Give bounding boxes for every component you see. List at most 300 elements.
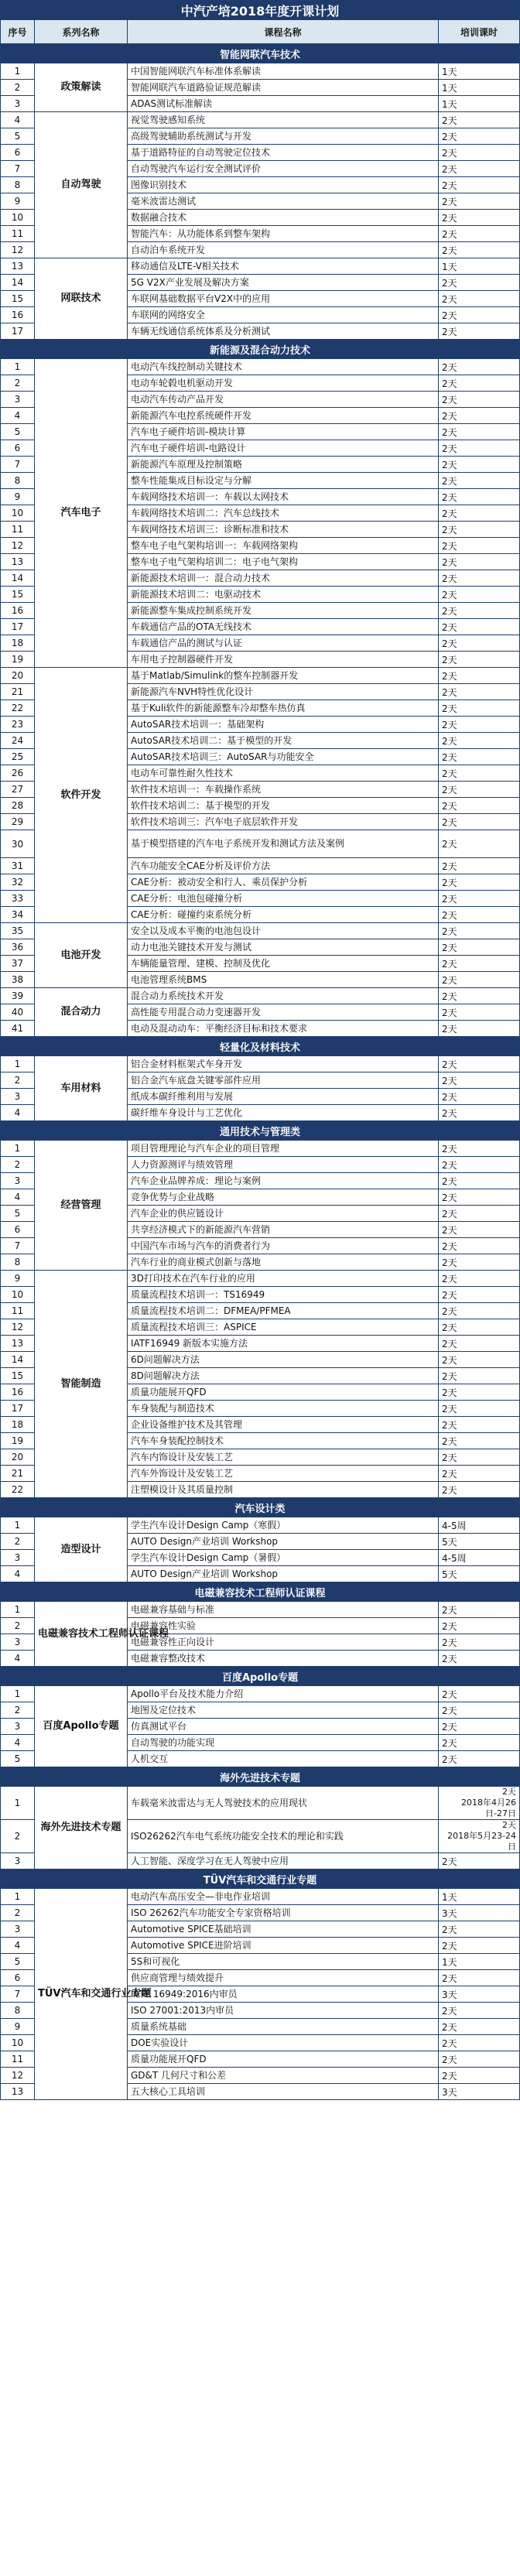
table-row xyxy=(1,988,520,1004)
course-duration: 5天 xyxy=(439,1534,520,1550)
series-name: 混合动力 xyxy=(35,988,128,1037)
row-index: 24 xyxy=(1,733,35,749)
course-duration: 2天 xyxy=(439,858,520,874)
course-duration: 2天 xyxy=(439,684,520,700)
series-name: 网联技术 xyxy=(35,258,128,340)
row-index: 1 xyxy=(1,63,35,80)
section-title: TÜV汽车和交通行业专题 xyxy=(1,1870,520,1889)
row-index: 5 xyxy=(1,128,35,145)
table-row xyxy=(1,258,520,275)
series-name: 经营管理 xyxy=(35,1141,128,1271)
course-name: 供应商管理与绩效提升 xyxy=(128,1970,439,1986)
course-name: AutoSAR技术培训一：基础架构 xyxy=(128,717,439,733)
course-duration: 2天 xyxy=(439,392,520,408)
course-name: 自动驾驶汽车运行安全测试评价 xyxy=(128,161,439,177)
course-name: 车辆能量管理、建模、控制及优化 xyxy=(128,956,439,972)
course-name: AUTO Design产业培训 Workshop xyxy=(128,1534,439,1550)
section-header-row xyxy=(1,1667,520,1686)
row-index: 8 xyxy=(1,1254,35,1271)
course-name: 数据融合技术 xyxy=(128,210,439,226)
course-name: 汽车功能安全CAE分析及评价方法 xyxy=(128,858,439,874)
course-duration: 2天 xyxy=(439,473,520,489)
row-index: 27 xyxy=(1,782,35,798)
course-duration: 2天 xyxy=(439,749,520,765)
course-name: 6D问题解决方法 xyxy=(128,1352,439,1368)
row-index: 20 xyxy=(1,1449,35,1466)
row-index: 6 xyxy=(1,1970,35,1986)
course-name: 五大核心工具培训 xyxy=(128,2084,439,2100)
course-name: 高性能专用混合动力变速器开发 xyxy=(128,1004,439,1021)
course-duration: 1天 xyxy=(439,1889,520,1905)
row-index: 19 xyxy=(1,652,35,668)
course-name: 中国汽车市场与汽车的消费者行为 xyxy=(128,1238,439,1254)
course-duration: 2天 xyxy=(439,1173,520,1189)
course-name: 学生汽车设计Design Camp（暑假） xyxy=(128,1550,439,1566)
course-name: 汽车企业的供应链设计 xyxy=(128,1206,439,1222)
series-name: 电磁兼容技术工程师认证课程 xyxy=(35,1602,128,1667)
course-duration: 2天 xyxy=(439,1938,520,1954)
row-index: 10 xyxy=(1,505,35,522)
series-name: 软件开发 xyxy=(35,668,128,923)
course-duration: 2天 xyxy=(439,538,520,554)
course-duration: 2天 xyxy=(439,1206,520,1222)
course-name: 整车性能集成目标设定与分解 xyxy=(128,473,439,489)
row-index: 4 xyxy=(1,1938,35,1954)
table-row xyxy=(1,1271,520,1287)
course-duration: 2天 xyxy=(439,1853,520,1870)
row-index: 17 xyxy=(1,323,35,340)
course-name: 学生汽车设计Design Camp（寒假） xyxy=(128,1517,439,1534)
row-index: 6 xyxy=(1,440,35,457)
course-duration: 2天 xyxy=(439,210,520,226)
section-title: 轻量化及材料技术 xyxy=(1,1037,520,1056)
table-row xyxy=(1,112,520,128)
course-name: 车载网络技术培训二：汽车总线技术 xyxy=(128,505,439,522)
course-name: 人工智能、深度学习在无人驾驶中应用 xyxy=(128,1853,439,1870)
row-index: 20 xyxy=(1,668,35,684)
course-duration: 3天 xyxy=(439,2084,520,2100)
course-duration: 2天 xyxy=(439,1921,520,1938)
course-duration: 2天 xyxy=(439,1021,520,1037)
table-row xyxy=(1,359,520,375)
course-duration: 2天 xyxy=(439,457,520,473)
course-name: ISO 26262汽车功能安全专家资格培训 xyxy=(128,1905,439,1921)
course-duration: 2天 xyxy=(439,1238,520,1254)
header-course: 课程名称 xyxy=(128,20,439,44)
section-title: 海外先进技术专题 xyxy=(1,1767,520,1787)
row-index: 31 xyxy=(1,858,35,874)
row-index: 3 xyxy=(1,96,35,112)
course-name: 新能源整车集成控制系统开发 xyxy=(128,603,439,619)
series-name: 自动驾驶 xyxy=(35,112,128,258)
row-index: 21 xyxy=(1,684,35,700)
course-duration: 2天 xyxy=(439,505,520,522)
course-duration: 2天 xyxy=(439,1254,520,1271)
row-index: 9 xyxy=(1,489,35,505)
course-name: 移动通信及LTE-V相关技术 xyxy=(128,258,439,275)
course-duration: 2天 xyxy=(439,161,520,177)
course-name: 竞争优势与企业战略 xyxy=(128,1189,439,1206)
row-index: 35 xyxy=(1,923,35,939)
row-index: 1 xyxy=(1,1517,35,1534)
section-header-row xyxy=(1,340,520,359)
row-index: 14 xyxy=(1,570,35,587)
header-duration: 培训课时 xyxy=(439,20,520,44)
course-duration: 2天 xyxy=(439,798,520,814)
row-index: 2 xyxy=(1,375,35,392)
row-index: 12 xyxy=(1,538,35,554)
row-index: 3 xyxy=(1,1634,35,1651)
course-name: 汽车外饰设计及安装工艺 xyxy=(128,1466,439,1482)
course-duration: 1天 xyxy=(439,80,520,96)
course-duration: 2天 xyxy=(439,242,520,258)
course-name: 智能汽车：从功能体系到整车架构 xyxy=(128,226,439,242)
row-index: 1 xyxy=(1,1889,35,1905)
row-index: 3 xyxy=(1,1853,35,1870)
course-duration: 2天 xyxy=(439,1271,520,1287)
course-duration: 2天 xyxy=(439,635,520,652)
row-index: 4 xyxy=(1,112,35,128)
course-duration: 2天 xyxy=(439,652,520,668)
course-duration: 2天 xyxy=(439,375,520,392)
row-index: 18 xyxy=(1,1417,35,1433)
course-duration: 2天 xyxy=(439,307,520,323)
row-index: 5 xyxy=(1,1954,35,1970)
course-duration: 2天 xyxy=(439,1634,520,1651)
series-name: 电池开发 xyxy=(35,923,128,988)
row-index: 11 xyxy=(1,522,35,538)
course-duration: 2天 xyxy=(439,1352,520,1368)
course-name: 基于Kuli软件的新能源整车冷却整车热仿真 xyxy=(128,700,439,717)
course-name: 软件技术培训一：车载操作系统 xyxy=(128,782,439,798)
course-name: 基于Matlab/Simulink的整车控制器开发 xyxy=(128,668,439,684)
course-duration: 2天 xyxy=(439,717,520,733)
row-index: 1 xyxy=(1,1056,35,1072)
row-index: 16 xyxy=(1,307,35,323)
row-index: 15 xyxy=(1,291,35,307)
row-index: 6 xyxy=(1,1222,35,1238)
course-name: Apollo平台及技术能力介绍 xyxy=(128,1686,439,1702)
course-name: 自动驾驶的功能实现 xyxy=(128,1735,439,1751)
course-duration: 1天 xyxy=(439,258,520,275)
course-name: 汽车内饰设计及安装工艺 xyxy=(128,1449,439,1466)
course-duration: 2天 xyxy=(439,587,520,603)
row-index: 41 xyxy=(1,1021,35,1037)
row-index: 8 xyxy=(1,473,35,489)
course-duration: 2天 xyxy=(439,570,520,587)
row-index: 33 xyxy=(1,891,35,907)
row-index: 18 xyxy=(1,635,35,652)
course-duration: 1天 xyxy=(439,63,520,80)
row-index: 17 xyxy=(1,1401,35,1417)
course-duration: 2天 xyxy=(439,1336,520,1352)
course-name: 整车电子电气架构培训二：电子电气架构 xyxy=(128,554,439,570)
row-index: 4 xyxy=(1,1651,35,1667)
table-row xyxy=(1,668,520,684)
row-index: 3 xyxy=(1,1550,35,1566)
row-index: 2 xyxy=(1,1072,35,1089)
course-duration: 2天 xyxy=(439,1735,520,1751)
course-name: Automotive SPICE基础培训 xyxy=(128,1921,439,1938)
course-duration: 2天 xyxy=(439,226,520,242)
row-index: 7 xyxy=(1,1986,35,2003)
course-name: 电磁兼容性正向设计 xyxy=(128,1634,439,1651)
course-duration: 2天 xyxy=(439,619,520,635)
course-duration: 2天 xyxy=(439,1303,520,1319)
row-index: 21 xyxy=(1,1466,35,1482)
course-duration: 2天 xyxy=(439,874,520,891)
course-name: 自动泊车系统开发 xyxy=(128,242,439,258)
table-row xyxy=(1,1787,520,1820)
row-index: 26 xyxy=(1,765,35,782)
row-index: 11 xyxy=(1,226,35,242)
row-index: 36 xyxy=(1,939,35,956)
course-name: 电磁兼容性实验 xyxy=(128,1618,439,1634)
section-header-row xyxy=(1,1870,520,1889)
course-duration: 2天 xyxy=(439,2003,520,2019)
page-title: 中汽产培2018年度开课计划 xyxy=(1,1,520,20)
course-duration: 2天 xyxy=(439,1651,520,1667)
course-name: 车辆无线通信系统体系及分析测试 xyxy=(128,323,439,340)
course-duration: 2天 xyxy=(439,1970,520,1986)
course-duration: 2天 xyxy=(439,1401,520,1417)
row-index: 29 xyxy=(1,814,35,830)
row-index: 15 xyxy=(1,587,35,603)
row-index: 5 xyxy=(1,424,35,440)
course-duration: 2天 xyxy=(439,2019,520,2035)
row-index: 3 xyxy=(1,1173,35,1189)
course-duration: 2天 xyxy=(439,1602,520,1618)
course-name: 地图及定位技术 xyxy=(128,1702,439,1719)
course-name: 安全以及成本平衡的电池包设计 xyxy=(128,923,439,939)
course-duration: 2天 xyxy=(439,1433,520,1449)
row-index: 14 xyxy=(1,275,35,291)
series-name: 造型设计 xyxy=(35,1517,128,1582)
course-name: 基于模型搭建的汽车电子系统开发和测试方法及案例 xyxy=(128,830,439,858)
course-duration: 3天 xyxy=(439,1986,520,2003)
course-name: ADAS测试标准解读 xyxy=(128,96,439,112)
row-index: 4 xyxy=(1,408,35,424)
course-name: 人机交互 xyxy=(128,1751,439,1767)
course-name: 8D问题解决方法 xyxy=(128,1368,439,1384)
section-header-row xyxy=(1,1498,520,1517)
row-index: 23 xyxy=(1,717,35,733)
course-duration: 3天 xyxy=(439,1905,520,1921)
course-name: AUTO Design产业培训 Workshop xyxy=(128,1566,439,1582)
course-duration: 2天 xyxy=(439,1384,520,1401)
table-row xyxy=(1,923,520,939)
row-index: 13 xyxy=(1,1336,35,1352)
row-index: 5 xyxy=(1,1206,35,1222)
course-name: 电动汽车传动产品开发 xyxy=(128,392,439,408)
course-duration: 2天 xyxy=(439,1466,520,1482)
row-index: 9 xyxy=(1,193,35,210)
row-index: 4 xyxy=(1,1566,35,1582)
section-header-row xyxy=(1,1767,520,1787)
row-index: 7 xyxy=(1,1238,35,1254)
course-name: 车身装配与制造技术 xyxy=(128,1401,439,1417)
course-name: 质量功能展开QFD xyxy=(128,2051,439,2068)
course-name: 铝合金材料框架式车身开发 xyxy=(128,1056,439,1072)
row-index: 37 xyxy=(1,956,35,972)
course-name: 新能源汽车电控系统硬件开发 xyxy=(128,408,439,424)
course-name: 注塑模设计及其质量控制 xyxy=(128,1482,439,1498)
row-index: 12 xyxy=(1,242,35,258)
row-index: 13 xyxy=(1,554,35,570)
course-name: 5S和可视化 xyxy=(128,1954,439,1970)
table-row xyxy=(1,1602,520,1618)
course-duration: 2天 xyxy=(439,2068,520,2084)
table-row xyxy=(1,1056,520,1072)
course-name: 5G V2X产业发展及解决方案 xyxy=(128,275,439,291)
section-header-row xyxy=(1,1037,520,1056)
course-duration: 2天 xyxy=(439,891,520,907)
course-name: 碳纤维车身设计与工艺优化 xyxy=(128,1105,439,1121)
row-index: 2 xyxy=(1,1157,35,1173)
section-title: 智能网联汽车技术 xyxy=(1,44,520,63)
course-name: 铝合金汽车底盘关键零部件应用 xyxy=(128,1072,439,1089)
row-index: 25 xyxy=(1,749,35,765)
course-name: 质量流程技术培训三：ASPICE xyxy=(128,1319,439,1336)
course-name: 车联网的网络安全 xyxy=(128,307,439,323)
course-name: 车载网络技术培训三：诊断标准和技术 xyxy=(128,522,439,538)
course-name: 汽车电子硬件培训-电路设计 xyxy=(128,440,439,457)
row-index: 12 xyxy=(1,2068,35,2084)
course-name: 混合动力系统技术开发 xyxy=(128,988,439,1004)
course-name: ISO 27001:2013内审员 xyxy=(128,2003,439,2019)
course-duration: 4-5周 xyxy=(439,1550,520,1566)
course-duration: 2天 xyxy=(439,275,520,291)
section-header-row xyxy=(1,1582,520,1602)
course-duration: 2天 xyxy=(439,408,520,424)
section-title: 电磁兼容技术工程师认证课程 xyxy=(1,1582,520,1602)
table-row xyxy=(1,1686,520,1702)
table-body xyxy=(1,44,520,2100)
course-duration: 2天 xyxy=(439,939,520,956)
course-duration: 2天 xyxy=(439,1157,520,1173)
course-name: 毫米波雷达测试 xyxy=(128,193,439,210)
series-name: 百度Apollo专题 xyxy=(35,1686,128,1767)
row-index: 5 xyxy=(1,1751,35,1767)
course-name: 车用电子控制器硬件开发 xyxy=(128,652,439,668)
row-index: 12 xyxy=(1,1319,35,1336)
course-duration: 2天 xyxy=(439,1751,520,1767)
table-row xyxy=(1,1141,520,1157)
course-duration: 2天 xyxy=(439,700,520,717)
course-name: 车载毫米波雷达与无人驾驶技术的应用现状 xyxy=(128,1787,439,1820)
course-name: 仿真测试平台 xyxy=(128,1719,439,1735)
series-name: 汽车电子 xyxy=(35,359,128,668)
course-name: 质量流程技术培训二：DFMEA/PFMEA xyxy=(128,1303,439,1319)
course-name: 车载通信产品的OTA无线技术 xyxy=(128,619,439,635)
course-duration: 2天 xyxy=(439,1089,520,1105)
course-duration: 2天 xyxy=(439,440,520,457)
course-name: 基于道路特征的自动驾驶定位技术 xyxy=(128,145,439,161)
course-name: 共享经济模式下的新能源汽车营销 xyxy=(128,1222,439,1238)
course-duration: 2天 xyxy=(439,145,520,161)
row-index: 2 xyxy=(1,80,35,96)
row-index: 7 xyxy=(1,161,35,177)
course-duration: 2天 xyxy=(439,782,520,798)
course-duration: 2天 xyxy=(439,1141,520,1157)
course-name: 汽车企业品牌养成：理论与案例 xyxy=(128,1173,439,1189)
course-duration: 2天 xyxy=(439,112,520,128)
course-name: 电动车轮毂电机驱动开发 xyxy=(128,375,439,392)
row-index: 1 xyxy=(1,1602,35,1618)
course-name: 智能网联汽车道路验证规范解读 xyxy=(128,80,439,96)
row-index: 4 xyxy=(1,1189,35,1206)
course-name: 项目管理理论与汽车企业的项目管理 xyxy=(128,1141,439,1157)
course-duration: 2天 xyxy=(439,291,520,307)
row-index: 16 xyxy=(1,1384,35,1401)
course-duration: 2天 2018年5月23-24日 xyxy=(439,1820,520,1853)
course-duration: 2天 2018年4月26日-27日 xyxy=(439,1787,520,1820)
series-name: TÜV汽车和交通行业专题 xyxy=(35,1889,128,2100)
course-duration: 2天 xyxy=(439,830,520,858)
course-name: 汽车行业的商业模式创新与落地 xyxy=(128,1254,439,1271)
course-duration: 2天 xyxy=(439,323,520,340)
row-index: 13 xyxy=(1,258,35,275)
header-index: 序号 xyxy=(1,20,35,44)
section-title: 汽车设计类 xyxy=(1,1498,520,1517)
row-index: 7 xyxy=(1,457,35,473)
course-name: Automotive SPICE进阶培训 xyxy=(128,1938,439,1954)
course-name: 车载通信产品的测试与认证 xyxy=(128,635,439,652)
course-duration: 2天 xyxy=(439,128,520,145)
course-duration: 2天 xyxy=(439,1417,520,1433)
table-row xyxy=(1,63,520,80)
row-index: 39 xyxy=(1,988,35,1004)
row-index: 38 xyxy=(1,972,35,988)
course-duration: 2天 xyxy=(439,424,520,440)
row-index: 2 xyxy=(1,1905,35,1921)
row-index: 3 xyxy=(1,1719,35,1735)
course-duration: 2天 xyxy=(439,359,520,375)
row-index: 1 xyxy=(1,1141,35,1157)
row-index: 1 xyxy=(1,1686,35,1702)
course-duration: 1天 xyxy=(439,1954,520,1970)
row-index: 9 xyxy=(1,1271,35,1287)
row-index: 30 xyxy=(1,830,35,858)
course-duration: 2天 xyxy=(439,1056,520,1072)
course-duration: 2天 xyxy=(439,956,520,972)
course-duration: 2天 xyxy=(439,907,520,923)
table-row xyxy=(1,1517,520,1534)
course-name: 3D打印技术在汽车行业的应用 xyxy=(128,1271,439,1287)
series-name: 海外先进技术专题 xyxy=(35,1787,128,1870)
section-title: 新能源及混合动力技术 xyxy=(1,340,520,359)
course-name: 中国智能网联汽车标准体系解读 xyxy=(128,63,439,80)
course-name: DOE实验设计 xyxy=(128,2035,439,2051)
course-name: 新能源汽车原理及控制策略 xyxy=(128,457,439,473)
row-index: 2 xyxy=(1,1618,35,1634)
table-header-row xyxy=(1,20,520,44)
course-duration: 2天 xyxy=(439,923,520,939)
course-duration: 2天 xyxy=(439,1482,520,1498)
course-name: 视觉驾驶感知系统 xyxy=(128,112,439,128)
course-duration: 2天 xyxy=(439,668,520,684)
course-name: 电池管理系统BMS xyxy=(128,972,439,988)
row-index: 10 xyxy=(1,1287,35,1303)
course-name: IATF 16949:2016内审员 xyxy=(128,1986,439,2003)
course-duration: 2天 xyxy=(439,733,520,749)
course-name: 新能源技术培训一：混合动力技术 xyxy=(128,570,439,587)
course-name: 人力资源测评与绩效管理 xyxy=(128,1157,439,1173)
course-duration: 2天 xyxy=(439,1686,520,1702)
course-name: AutoSAR技术培训三：AutoSAR与功能安全 xyxy=(128,749,439,765)
row-index: 2 xyxy=(1,1702,35,1719)
course-name: 图像识别技术 xyxy=(128,177,439,193)
